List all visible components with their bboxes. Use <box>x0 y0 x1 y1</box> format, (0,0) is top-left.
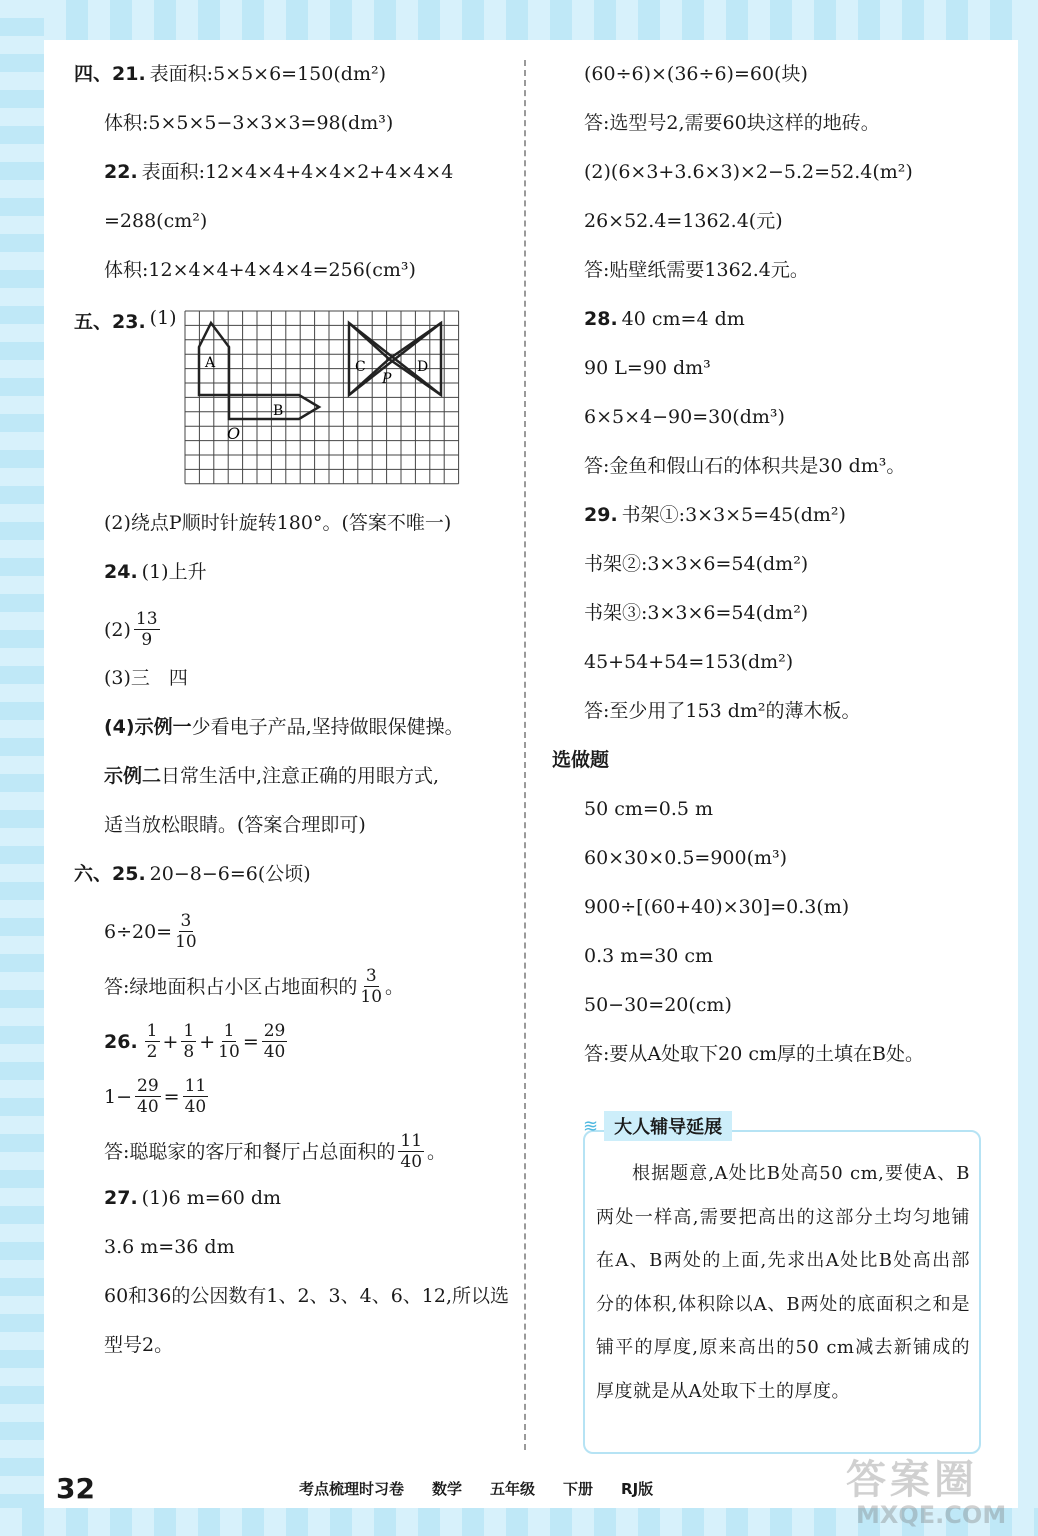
answer-27-cost-conclusion: 答:贴壁纸需要1362.4元。 <box>584 259 809 281</box>
answer-25-calc: 六、25. 20−8−6=6(公顷) <box>74 863 311 885</box>
fraction: $\frac{11}{40}$ <box>400 1131 423 1172</box>
answer-24-part4: (4)示例一 少看电子产品,坚持做眼保健操。 <box>104 716 464 738</box>
answer-28-calc: 6×5×4−90=30(dm³) <box>584 406 785 428</box>
answer-27-tiles: (60÷6)×(36÷6)=60(块) <box>584 63 808 85</box>
footer-grade: 五年级 <box>490 1479 536 1498</box>
answer-28-liters: 90 L=90 dm³ <box>584 357 711 379</box>
answer-22-surface: 22. 表面积:12×4×4+4×4×2+4×4×4 <box>104 161 454 183</box>
footer-subject: 数学 <box>431 1479 462 1498</box>
answer-27-tiles-conclusion: 答:选型号2,需要60块这样的地砖。 <box>584 112 880 134</box>
answer-27-part2: (2)(6×3+3.6×3)×2−5.2=52.4(m²) <box>584 161 913 183</box>
label-c: C <box>354 359 366 375</box>
footer-edition: RJ版 <box>621 1479 654 1498</box>
optional-section-title: 选做题 <box>552 749 610 771</box>
answer-21-volume: 体积:5×5×5−3×3×3=98(dm³) <box>104 112 394 134</box>
answer-29-conclusion: 答:至少用了153 dm²的薄木板。 <box>584 700 861 722</box>
answer-22-result: =288(cm²) <box>104 210 208 232</box>
answer-25-conclusion: 答:绿地面积占小区占地面积的 $\frac{3}{10}$ 。 <box>104 966 405 1007</box>
answer-23-part2: (2)绕点P顺时针旋转180°。(答案不唯一) <box>104 512 452 534</box>
answer-29-shelf1: 29. 书架①:3×3×5=45(dm²) <box>584 504 846 526</box>
answer-27-factors: 60和36的公因数有1、2、3、4、6、12,所以选 <box>104 1285 510 1307</box>
tip-box-title: ≋ 大人辅导延展 <box>583 1112 732 1140</box>
answer-26-conclusion: 答:聪聪家的客厅和餐厅占总面积的 $\frac{11}{40}$ 。 <box>104 1131 447 1172</box>
page-number: 32 <box>56 1471 95 1505</box>
page-footer <box>56 1470 756 1506</box>
watermark-logo: 答案圈 MXQE.COM <box>846 1457 1007 1529</box>
grid-figure <box>181 307 461 493</box>
optional-conclusion: 答:要从A处取下20 cm厚的土填在B处。 <box>584 1043 924 1065</box>
label-a: A <box>204 355 215 371</box>
answer-26-sum: 26. $\frac{1}{2}$ + $\frac{1}{8}$ + $\frac{1}{10}$ = $\frac{29}{40}$ <box>104 1021 286 1062</box>
label-o: O <box>226 424 240 443</box>
optional-volume: 60×30×0.5=900(m³) <box>584 847 788 869</box>
left-column <box>74 62 514 1382</box>
fraction: $\frac{3}{10}$ <box>175 911 197 952</box>
answer-27-cost: 26×52.4=1362.4(元) <box>584 210 783 232</box>
fraction: $\frac{13}{9}$ <box>135 609 158 650</box>
answer-27-choice: 型号2。 <box>104 1334 174 1356</box>
optional-convert: 50 cm=0.5 m <box>584 798 714 820</box>
column-divider <box>524 60 526 1450</box>
answer-24-part3: (3)三 四 <box>104 667 188 689</box>
fraction: $\frac{3}{10}$ <box>360 966 383 1007</box>
answer-26-rest: 1− $\frac{29}{40}$ = $\frac{11}{40}$ <box>104 1076 207 1117</box>
label-b: B <box>272 403 283 419</box>
answer-29-sum: 45+54+54=153(dm²) <box>584 651 794 673</box>
answer-24-example2: 示例二 日常生活中,注意正确的用眼方式, <box>104 765 440 787</box>
answer-28-convert: 28. 40 cm=4 dm <box>584 308 745 330</box>
optional-diff: 50−30=20(cm) <box>584 994 732 1016</box>
answer-27-convert: 3.6 m=36 dm <box>104 1236 235 1258</box>
grid-svg <box>181 307 461 493</box>
optional-thickness: 900÷[(60+40)×30]=0.3(m) <box>584 896 850 918</box>
answer-22-volume: 体积:12×4×4+4×4×4=256(cm³) <box>104 259 416 281</box>
label-p: P <box>381 371 392 387</box>
answer-21-surface: 四、21. 表面积:5×5×6=150(dm²) <box>74 63 386 85</box>
footer-book: 考点梳理时习卷 <box>298 1479 404 1498</box>
answer-23-row: 五、23. (1) A B C D O P <box>74 307 514 493</box>
optional-convert-cm: 0.3 m=30 cm <box>584 945 714 967</box>
answer-29-shelf2: 书架②:3×3×6=54(dm²) <box>584 553 809 575</box>
answer-27-part1: 27. (1)6 m=60 dm <box>104 1187 282 1209</box>
decorative-border-top <box>0 0 1038 40</box>
answer-29-shelf3: 书架③:3×3×6=54(dm²) <box>584 602 809 624</box>
answer-25-fraction: 6÷20= $\frac{3}{10}$ <box>104 911 197 952</box>
tip-box-text: 根据题意,A处比B处高50 cm,要使A、B两处一样高,需要把高出的这部分土均匀地铺在A、B两处的上面,先求出A处比B处高出部分的体积,体积除以A、B两处的底面积之和是铺平的厚度,原来高出的50 cm减去新铺成的厚度就是从A处取下土的厚度。 <box>596 1163 970 1402</box>
answer-28-conclusion: 答:金鱼和假山石的体积共是30 dm³。 <box>584 455 906 477</box>
decorative-border-right <box>1018 0 1038 1536</box>
label-d: D <box>416 359 428 375</box>
decorative-border-left <box>0 0 44 1536</box>
answer-24-part1: 24. (1)上升 <box>104 561 207 583</box>
answer-24-example2-cont: 适当放松眼睛。(答案合理即可) <box>104 814 366 836</box>
footer-volume: 下册 <box>563 1479 594 1498</box>
answer-24-part2: (2) $\frac{13}{9}$ <box>104 609 158 650</box>
right-column <box>552 62 1002 1091</box>
wave-icon: ≋ <box>583 1115 599 1137</box>
